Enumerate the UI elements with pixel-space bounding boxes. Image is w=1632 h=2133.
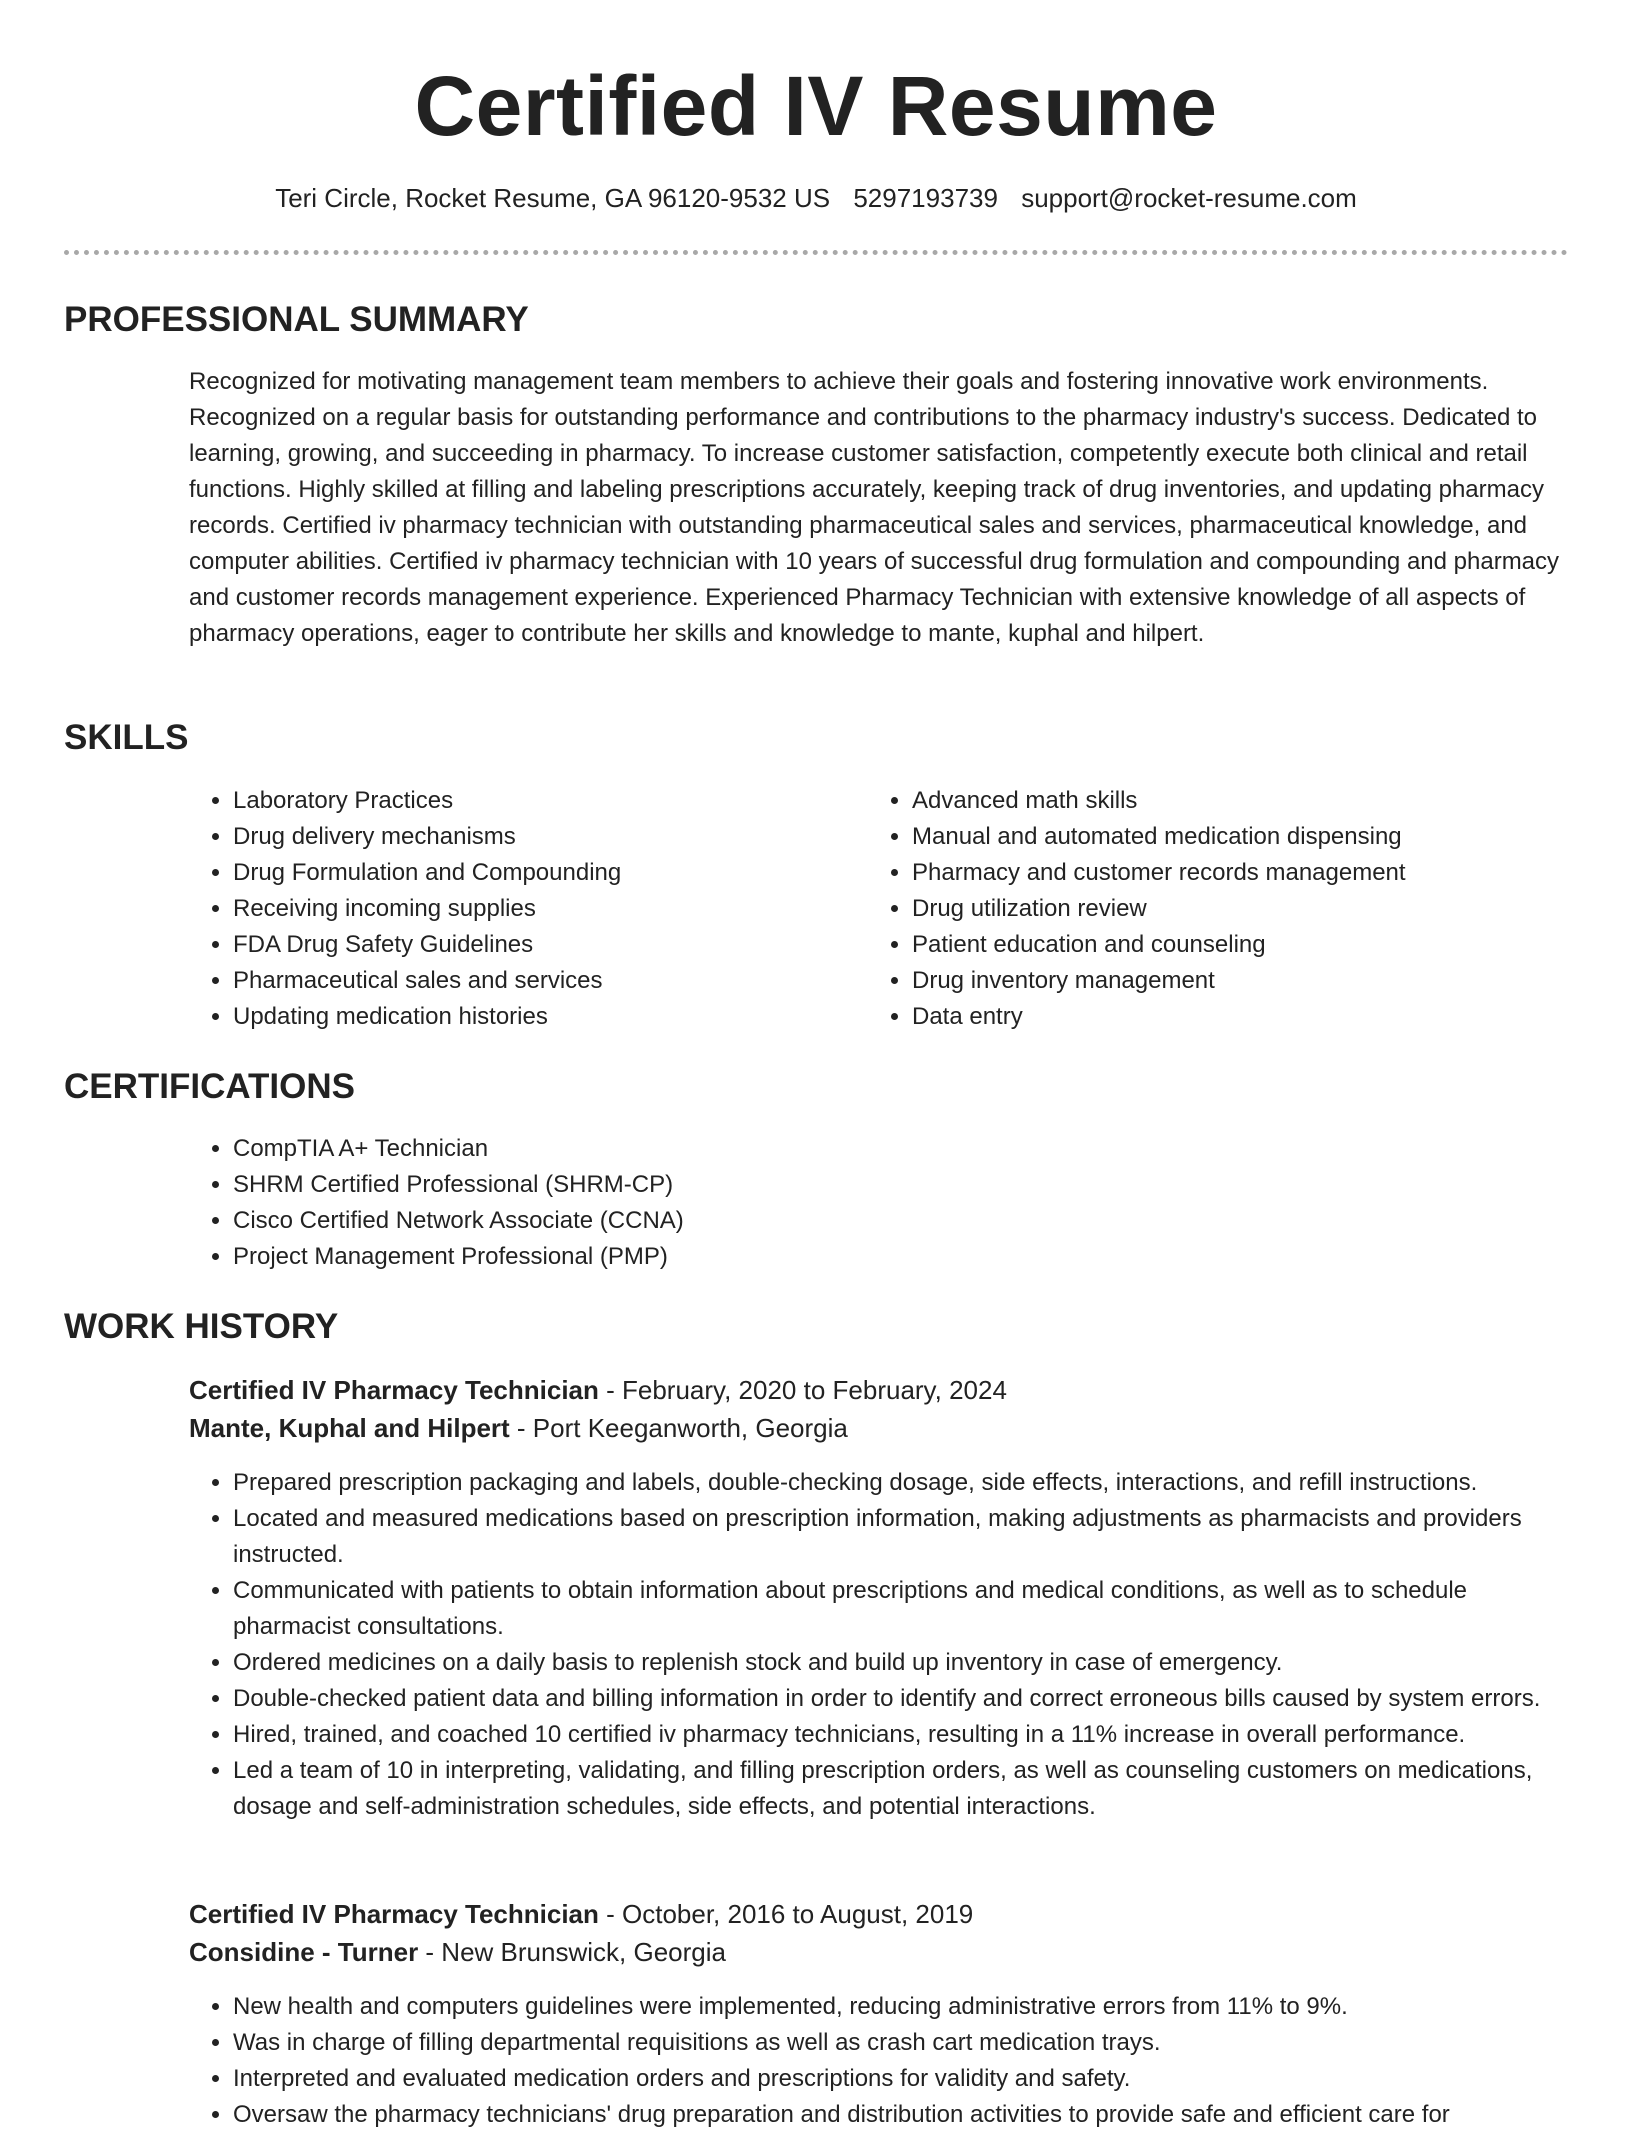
list-item: • CompTIA A+ Technician [233,1131,1433,1167]
list-item: • Communicated with patients to obtain information about prescriptions and medical conditions, as well as to schedule pharmacist consultations. [233,1573,1569,1645]
list-item: • Patient education and counseling [912,927,1602,963]
section-title-skills: SKILLS [64,718,189,757]
resume-title: Certified IV Resume [414,59,1218,153]
list-item: • SHRM Certified Professional (SHRM-CP) [233,1167,1433,1203]
job-company-line [189,1409,1569,1447]
job-title-line [189,1371,1569,1409]
list-item: • Advanced math skills [912,783,1602,819]
skills-list-left [189,783,833,1035]
list-item: • Double-checked patient data and billing information in order to identify and correct erroneous bills caused by system errors. [233,1681,1569,1717]
list-item: • Pharmacy and customer records management [912,855,1602,891]
job-dates: - October, 2016 to August, 2019 [598,1899,974,1929]
list-item: • Data entry [912,999,1602,1035]
certifications-list [189,1131,1433,1275]
list-item: • Manual and automated medication dispensing [912,819,1602,855]
job-company-line [189,1933,1569,1971]
list-item: • Led a team of 10 in interpreting, validating, and filling prescription orders, as well as counseling customers on medications, dosage and self-administration schedules, side effects, and potential interactions. [233,1753,1569,1825]
list-item: • Prepared prescription packaging and labels, double-checking dosage, side effects, interactions, and refill instructions. [233,1465,1569,1501]
list-item: • Drug utilization review [912,891,1602,927]
skills-list-right [868,783,1602,1035]
section-title-certifications: CERTIFICATIONS [64,1067,356,1106]
list-item: • Drug inventory management [912,963,1602,999]
section-title-work-history: WORK HISTORY [64,1307,339,1346]
list-item: • Updating medication histories [233,999,833,1035]
list-item: • Drug delivery mechanisms [233,819,833,855]
list-item: • FDA Drug Safety Guidelines [233,927,833,963]
list-item: • Hired, trained, and coached 10 certified iv pharmacy technicians, resulting in a 11% increase in overall performance. [233,1717,1569,1753]
list-item: • Pharmaceutical sales and services [233,963,833,999]
list-item: • Was in charge of filling departmental requisitions as well as crash cart medication trays. [233,2025,1569,2061]
list-item: • Interpreted and evaluated medication orders and prescriptions for validity and safety. [233,2061,1569,2097]
list-item: • Cisco Certified Network Associate (CCNA) [233,1203,1433,1239]
section-title-summary: PROFESSIONAL SUMMARY [64,300,529,339]
contact-address: Teri Circle, Rocket Resume, GA 96120-9532 US [275,183,831,213]
list-item: • Project Management Professional (PMP) [233,1239,1433,1275]
contact-line [0,180,1632,216]
list-item: • Oversaw the pharmacy technicians' drug preparation and distribution activities to provide safe and efficient care for [233,2097,1569,2133]
job-company: Mante, Kuphal and Hilpert [189,1413,510,1443]
list-item: • New health and computers guidelines were implemented, reducing administrative errors from 11% to 9%. [233,1989,1569,2025]
job-location: - New Brunswick, Georgia [418,1937,726,1967]
job-title-line [189,1895,1569,1933]
list-item: • Ordered medicines on a daily basis to replenish stock and build up inventory in case of emergency. [233,1645,1569,1681]
list-item: • Receiving incoming supplies [233,891,833,927]
summary-text: Recognized for motivating management team members to achieve their goals and fostering innovative work environments. Recognized on a regular basis for outstanding performance and contributions to the pharmacy industry's success. Dedicated to learning, growing, and succeeding in pharmacy. To increase customer satisfaction, competently execute both clinical and retail functions. Highly skilled at filling and labeling prescriptions accurately, keeping track of drug inventories, and updating pharmacy records. Certified iv pharmacy technician with outstanding pharmaceutical sales and services, pharmaceutical knowledge, and computer abilities. Certified iv pharmacy technician with 10 years of successful drug formulation and compounding and pharmacy and customer records management experience. Experienced Pharmacy Technician with extensive knowledge of all aspects of pharmacy operations, eager to contribute her skills and knowledge to mante, kuphal and hilpert. [189,368,1560,647]
header-divider [64,250,1568,255]
job-role: Certified IV Pharmacy Technician [189,1899,599,1929]
job-role: Certified IV Pharmacy Technician [189,1375,599,1405]
list-item: • Laboratory Practices [233,783,833,819]
list-item: • Located and measured medications based on prescription information, making adjustments as pharmacists and providers instructed. [233,1501,1569,1573]
contact-phone: 5297193739 [853,183,998,213]
contact-email: support@rocket-resume.com [1021,183,1357,213]
job-location: - Port Keeganworth, Georgia [509,1413,848,1443]
job-dates: - February, 2020 to February, 2024 [598,1375,1007,1405]
job-bullets [189,1989,1569,2133]
job-bullets [189,1465,1569,1825]
job-company: Considine - Turner [189,1937,419,1967]
list-item: • Drug Formulation and Compounding [233,855,833,891]
